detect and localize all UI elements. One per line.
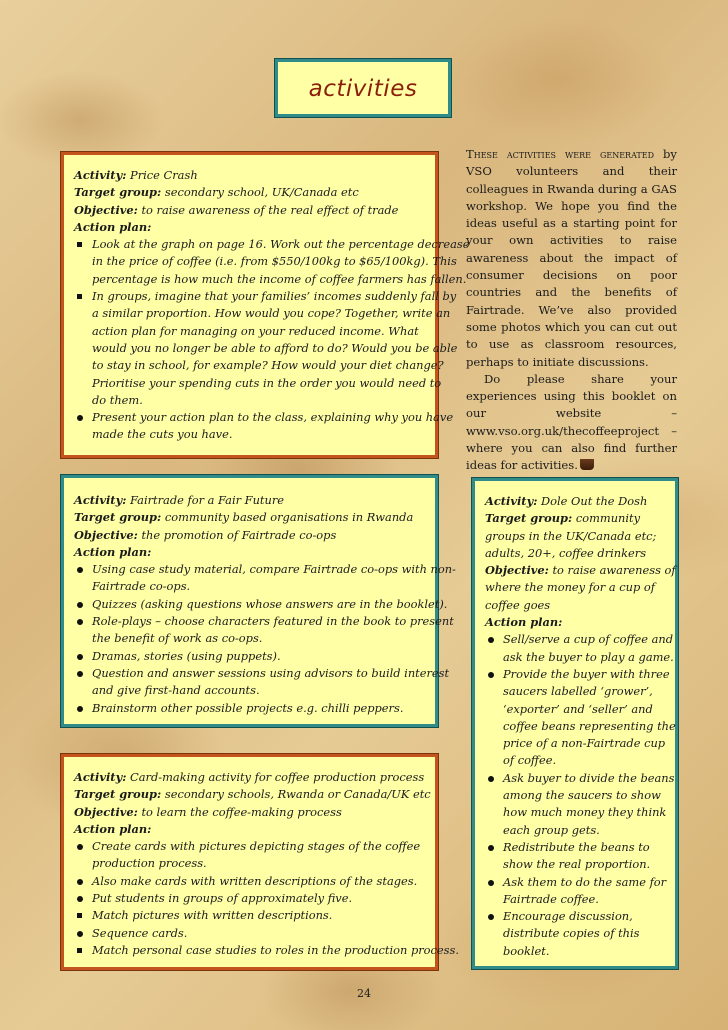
intro-line: www.vso.org.uk/thecoffeeproject – (466, 423, 677, 438)
list-item (74, 925, 435, 942)
list-line: price of a non-Fairtrade cup (503, 736, 666, 751)
target-line (74, 184, 435, 201)
list-line: show the real proportion. (503, 857, 651, 872)
list-line: Look at the graph on page 16. Work out the percentage decrease (92, 237, 470, 252)
list-item (74, 942, 459, 959)
coffee-cup-icon (580, 459, 594, 470)
list-line: production process. (92, 856, 207, 871)
target-value: secondary schools, Rwanda or Canada/UK etc (164, 787, 431, 802)
plan-label: Action plan: (74, 219, 152, 234)
list-line: Match personal case studies to roles in the production process. (92, 942, 459, 957)
plan-label: Action plan: (485, 615, 563, 630)
list-line: Question and answer sessions using advisors to build interest (92, 665, 450, 680)
list-line: Prioritise your spending cuts in the order you would need to (92, 375, 442, 390)
intro-line: workshop. We hope you find the (466, 198, 677, 213)
objective-value: to learn the coffee-making process (141, 804, 342, 819)
plan-label: Action plan: (74, 821, 152, 836)
list-line: distribute copies of this (503, 926, 640, 941)
target-value: secondary school, UK/Canada etc (164, 185, 359, 200)
activity-label: Activity: (74, 770, 127, 784)
action-list (74, 236, 470, 444)
list-item (74, 596, 448, 613)
list-item (74, 561, 456, 596)
list-item (485, 874, 675, 909)
list-item (74, 700, 435, 717)
list-item (74, 838, 435, 873)
list-line: Encourage discussion, (503, 909, 633, 924)
activity-box-price-crash (61, 152, 470, 458)
list-item (74, 409, 454, 444)
activity-name: Price Crash (130, 168, 198, 182)
activity-line (74, 167, 435, 184)
action-list (74, 561, 456, 717)
list-line: Ask them to do the same for (503, 874, 667, 889)
list-line: Using case study material, compare Fairtrade co-ops with non- (92, 562, 456, 577)
intro-line: Fairtrade. We’ve also provided (466, 302, 677, 317)
list-line: each group gets. (503, 822, 600, 837)
action-list (74, 838, 459, 959)
list-item (74, 665, 450, 700)
activity-box-fairtrade (61, 475, 456, 727)
intro-paragraph (466, 146, 677, 371)
list-item (485, 631, 675, 666)
target-value: groups in the UK/Canada etc; (485, 528, 657, 543)
list-line: Also make cards with written descriptions of the stages. (92, 873, 418, 888)
objective-value: the promotion of Fairtrade co-ops (141, 527, 337, 542)
activity-label: Activity: (485, 494, 538, 508)
list-line: Dramas, stories (using puppets). (92, 648, 281, 663)
objective-value: to raise awareness of (552, 563, 676, 578)
list-item (74, 648, 435, 665)
list-item (485, 908, 675, 960)
page-title: activities (308, 76, 418, 102)
list-line: Put students in groups of approximately five. (92, 891, 353, 906)
list-line: ‘exporter’ and ‘seller’ and (503, 701, 653, 716)
intro-paragraph (466, 371, 677, 475)
list-item (74, 873, 435, 890)
activity-line (74, 492, 435, 509)
target-value: community based organisations in Rwanda (164, 510, 414, 525)
page-number: 24 (357, 987, 371, 1000)
activity-label: Activity: (74, 168, 127, 182)
list-line: action plan for managing on your reduced income. What (92, 323, 419, 338)
activity-line (74, 769, 435, 786)
intro-text (466, 146, 677, 475)
list-line: saucers labelled ‘grower’, (503, 684, 653, 699)
intro-line: colleagues in Rwanda during a GAS (466, 181, 677, 196)
list-line: to stay in school, for example? How would your diet change? (92, 358, 444, 373)
list-line: Sequence cards. (92, 925, 188, 940)
action-list (485, 631, 675, 960)
objective-line (485, 562, 675, 579)
target-label: Target group: (74, 787, 162, 802)
target-value: community (575, 511, 641, 526)
intro-line: to use as classroom resources, (466, 337, 677, 352)
activity-line (485, 493, 675, 510)
list-line: ask the buyer to play a game. (503, 649, 674, 664)
list-item (74, 890, 435, 907)
objective-label: Objective: (485, 563, 549, 578)
intro-line: Do please share your experiences (466, 371, 677, 404)
activity-label: Activity: (74, 493, 127, 507)
list-item (74, 288, 458, 409)
intro-line: by VSO volunteers and their (466, 147, 677, 179)
list-line: the benefit of work as co-ops. (92, 631, 263, 646)
list-line: of coffee. (503, 753, 557, 768)
intro-line: consumer decisions on poor (466, 268, 677, 283)
intro-line: awareness about the impact of (466, 250, 677, 265)
list-item (485, 666, 675, 770)
activity-box-dole-out-the-dosh (472, 478, 678, 969)
target-label: Target group: (74, 510, 162, 525)
list-line: Match pictures with written descriptions. (92, 908, 333, 923)
activity-name: Fairtrade for a Fair Future (130, 493, 285, 507)
list-line: would you no longer be able to afford to do? Would you be able (92, 340, 458, 355)
intro-line: using this booklet on our website – (466, 389, 678, 421)
list-line: in the price of coffee (i.e. from $550/100kg to $65/100kg). This (92, 254, 457, 269)
list-item (74, 907, 435, 924)
objective-line (74, 804, 435, 821)
objective-label: Objective: (74, 202, 138, 217)
list-item (485, 770, 675, 839)
list-line: Create cards with pictures depicting stages of the coffee (92, 839, 421, 854)
list-item (74, 613, 454, 648)
list-item (74, 236, 470, 288)
list-line: percentage is how much the income of coffee farmers has fallen. (92, 271, 467, 286)
activity-name: Card-making activity for coffee production process (130, 770, 425, 784)
intro-line: perhaps to initiate discussions. (466, 354, 649, 369)
list-line: Fairtrade coffee. (503, 891, 599, 906)
intro-line: These activities were generated (466, 147, 654, 161)
list-line: booklet. (503, 943, 550, 958)
list-line: made the cuts you have. (92, 427, 233, 442)
list-line: Provide the buyer with three (503, 666, 670, 681)
target-label: Target group: (485, 511, 573, 526)
target-line (74, 509, 435, 526)
intro-line: some photos which you can cut out (466, 319, 677, 334)
list-line: In groups, imagine that your families’ incomes suddenly fall by (92, 289, 457, 304)
target-value: adults, 20+, coffee drinkers (485, 545, 647, 560)
target-line (74, 786, 435, 803)
list-line: Quizzes (asking questions whose answers are in the booklet). (92, 596, 448, 611)
intro-line: countries and the benefits of (466, 285, 677, 300)
list-line: Present your action plan to the class, explaining why you have (92, 410, 454, 425)
title-box (275, 59, 451, 117)
plan-line (485, 614, 675, 631)
list-line: do them. (92, 392, 143, 407)
intro-line: your own activities to raise (466, 233, 677, 248)
target-line (485, 510, 675, 527)
plan-line (74, 544, 435, 561)
activity-box-card-making (61, 754, 459, 970)
list-line: Role-plays – choose characters featured in the book to present (92, 614, 454, 629)
list-line: Redistribute the beans to (503, 839, 650, 854)
list-line: coffee beans representing the (503, 718, 676, 733)
list-line: Ask buyer to divide the beans (503, 770, 675, 785)
objective-label: Objective: (74, 527, 138, 542)
plan-line (74, 821, 435, 838)
objective-label: Objective: (74, 804, 138, 819)
objective-line (74, 202, 435, 219)
list-line: Brainstorm other possible projects e.g. chilli peppers. (92, 700, 404, 715)
list-line: Fairtrade co-ops. (92, 579, 191, 594)
target-label: Target group: (74, 185, 162, 200)
objective-line (74, 527, 435, 544)
objective-value: where the money for a cup of (485, 580, 655, 595)
plan-label: Action plan: (74, 544, 152, 559)
intro-line: ideas for activities. (466, 458, 578, 473)
objective-value: coffee goes (485, 597, 551, 612)
activity-name: Dole Out the Dosh (541, 494, 648, 508)
list-line: how much money they think (503, 805, 667, 820)
intro-line: where you can also find further (466, 441, 677, 456)
list-line: Sell/serve a cup of coffee and (503, 632, 674, 647)
list-line: a similar proportion. How would you cope? Together, write an (92, 306, 451, 321)
intro-line: ideas useful as a starting point for (466, 216, 677, 231)
objective-value: to raise awareness of the real effect of trade (141, 202, 399, 217)
list-line: and give first-hand accounts. (92, 683, 260, 698)
list-line: among the saucers to show (503, 788, 661, 803)
list-item (485, 839, 675, 874)
plan-line (74, 219, 435, 236)
